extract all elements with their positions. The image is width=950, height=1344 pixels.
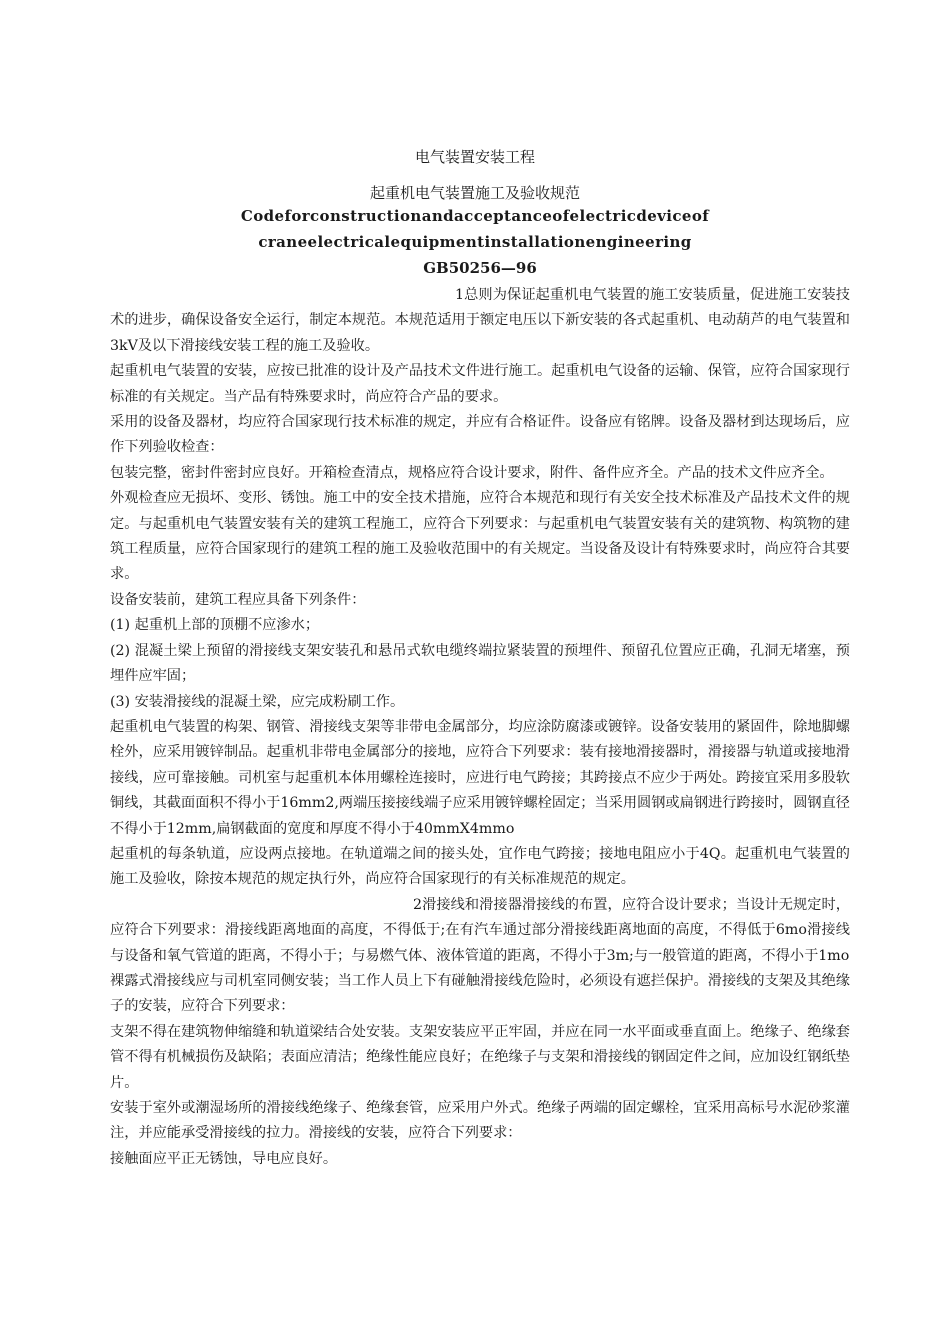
paragraph-general-provisions: 1总则为保证起重机电气装置的施工安装质量，促进施工安装技术的进步，确保设备安全运行，制定本规范。本规范适用于额定电压以下新安装的各式起重机、电动葫芦的电气装置和3kV及以下滑接线安装工程的施工及验收。 xyxy=(110,287,850,354)
document-body xyxy=(110,283,850,1172)
paragraph: 起重机的每条轨道，应设两点接地。在轨道端之间的接头处，宜作电气跨接；接地电阻应小于4Q。起重机电气装置的施工及验收，除按本规范的规定执行外，尚应符合国家现行的有关标准规范的规定。 xyxy=(110,845,850,888)
paragraph: 包装完整，密封件密封应良好。开箱检查清点，规格应符合设计要求，附件、备件应齐全。产品的技术文件应齐全。 xyxy=(110,464,834,481)
list-item: (2) 混凝土梁上预留的滑接线支架安装孔和悬吊式软电缆终端拉紧装置的预埋件、预留孔位置应正确，孔洞无堵塞，预埋件应牢固； xyxy=(110,642,850,685)
paragraph: 外观检查应无损坏、变形、锈蚀。施工中的安全技术措施，应符合本规范和现行有关安全技术标准及产品技术文件的规定。与起重机电气装置安装有关的建筑工程施工，应符合下列要求：与起重机电气装置安装有关的建筑物、构筑物的建筑工程质量，应符合国家现行的建筑工程的施工及验收范围中的有关规定。当设备及设计有特殊要求时，尚应符合其要求。 xyxy=(110,490,850,583)
paragraph: 裸露式滑接线应与司机室同侧安装；当工作人员上下有碰触滑接线危险时，必须设有遮拦保护。滑接线的支架及其绝缘子的安装，应符合下列要求： xyxy=(110,972,850,1015)
standard-code: GB50256—96 xyxy=(423,259,537,277)
paragraph-sliding-lines: 2滑接线和滑接器滑接线的布置，应符合设计要求；当设计无规定时，应符合下列要求：滑接线距离地面的高度，不得低于;在有汽车通过部分滑接线距离地面的高度，不得低于6mo滑接线与设备和氧气管道的距离，不得小于；与易燃气体、液体管道的距离，不得小于3m;与一般管道的距离，不得小于1mo xyxy=(110,896,850,964)
paragraph: 起重机电气装置的构架、钢管、滑接线支架等非带电金属部分，均应涂防腐漆或镀锌。设备安装用的紧固件，除地脚螺栓外，应采用镀锌制品。起重机非带电金属部分的接地，应符合下列要求：装有接地滑接器时，滑接器与轨道或接地滑接线，应可靠接触。司机室与起重机本体用螺栓连接时，应进行电气跨接；其跨接点不应少于两处。跨接宜采用多股软铜线，其截面面积不得小于16mm2,两端压接接线端子应采用镀锌螺栓固定；当采用圆钢或扁钢进行跨接时，圆钢直径不得小于12mm,扁钢截面的宽度和厚度不得小于40mmX4mmo xyxy=(110,718,850,837)
paragraph: 接触面应平正无锈蚀，导电应良好。 xyxy=(110,1150,338,1167)
paragraph: 安装于室外或潮湿场所的滑接线绝缘子、绝缘套管，应采用户外式。绝缘子两端的固定螺栓，宜采用高标号水泥砂浆灌注，并应能承受滑接线的拉力。滑接线的安装，应符合下列要求： xyxy=(110,1100,850,1142)
series-title: 电气装置安装工程 xyxy=(414,148,535,166)
paragraph: 设备安装前，建筑工程应具备下列条件： xyxy=(110,591,366,608)
paragraph: 支架不得在建筑物伸缩缝和轨道梁结合处安装。支架安装应平正牢固，并应在同一水平面或垂直面上。绝缘子、绝缘套管不得有机械损伤及缺陷；表面应清洁；绝缘性能应良好；在绝缘子与支架和滑接线的钢固定件之间，应加设红钢纸垫片。 xyxy=(110,1023,850,1091)
document-title-cn: 起重机电气装置施工及验收规范 xyxy=(369,184,580,202)
list-item: (1) 起重机上部的顶棚不应渗水； xyxy=(110,617,320,634)
document-title-en-line2: craneelectricalequipmentinstallationengineering xyxy=(258,233,692,251)
paragraph: 起重机电气装置的安装，应按已批准的设计及产品技术文件进行施工。起重机电气设备的运输、保管，应符合国家现行标准的有关规定。当产品有特殊要求时，尚应符合产品的要求。 xyxy=(110,363,850,405)
list-item: (3) 安装滑接线的混凝土梁，应完成粉刷工作。 xyxy=(110,693,405,710)
paragraph: 采用的设备及器材，均应符合国家现行技术标准的规定，并应有合格证件。设备应有铭牌。设备及器材到达现场后，应作下列验收检查： xyxy=(110,414,850,456)
document-title-en-line1: Codeforconstructionandacceptanceofelectricdeviceof xyxy=(240,207,710,225)
